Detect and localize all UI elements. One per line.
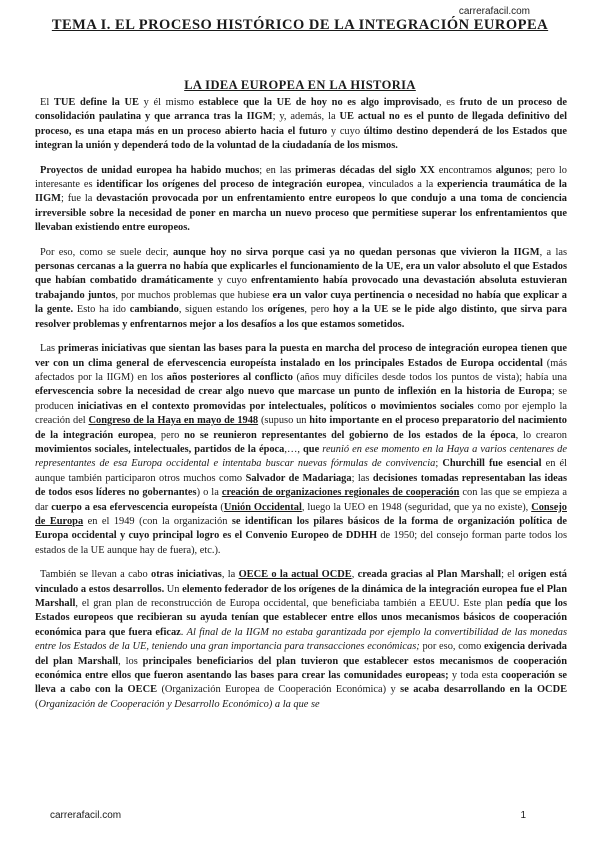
text-run: ) o la [196, 487, 222, 499]
text-run: , pero [153, 429, 185, 441]
text-run: hoy a la UE se le pide algo distinto, que sirva para resolver problemas y enfrentarnos mejor a los desafíos a los que estamos sometidos. [35, 304, 567, 330]
text-run: decisiones tomadas representaban las ideas de todos esos líderes no gobernantes [35, 472, 567, 499]
text-run: UE actual no es el punto de llegada definitivo del proceso, es una etapa más en un proceso abierto hacia el futuro [35, 111, 567, 137]
page-footer [50, 810, 550, 821]
text-run: de 1950; del consejo forman parte todos los estados de la UE aunque hay de fuera), etc.). [35, 530, 567, 556]
text-run: ; y, además, la [272, 111, 340, 123]
text-run: devastación provocada por un enfrentamiento entre europeos lo que condujo a una toma de conciencia irreversible sobre la necesidad de poner en marcha un nuevo proceso que permitiese superar los enfrentamientos que llevaban existiendo entre europeos. [35, 193, 567, 234]
text-run: por eso, como [419, 641, 485, 653]
text-run: experiencia traumática de la IIGM [35, 179, 567, 205]
text-run: fruto de un proceso de consolidación paulatina y que arranca tras la IIGM [35, 97, 567, 123]
text-run: Por eso, como se suele decir, [40, 246, 173, 258]
text-run: Un [164, 583, 183, 595]
text-run: También se llevan a cabo [40, 569, 152, 581]
text-run: principales beneficiarios del plan tuvieron que establecer estos mecanismos de cooperación económica entre ellos que fueron asentando las bases para crear las comunidades europeas; [35, 655, 568, 682]
text-run: en el 1949 (con la organización [83, 515, 232, 527]
text-run: cooperación se lleva a cabo con la OECE [35, 670, 567, 696]
text-run: se acaba desarrollando en la OCDE [400, 684, 567, 696]
text-run: creada gracias al Plan Marshall [357, 569, 502, 581]
text-run: iniciativas en el contexto promovidas por intelectuales, políticos o movimientos sociales [77, 400, 474, 412]
text-run: orígenes [267, 304, 305, 316]
text-run: primeras iniciativas que sientan las bases para la puesta en marcha del proceso de integración europea tienen que ver con un clima general de efervescencia europeísta instalado en los principales Estados de Europa occidental [35, 343, 567, 369]
text-run: creación de organizaciones regionales de cooperación [221, 487, 460, 499]
text-run: exigencia derivada del plan Marshall [35, 641, 568, 667]
text-run: y él mismo [138, 97, 199, 108]
text-run: , lo crearon [515, 429, 567, 441]
text-run: ; se producen [35, 386, 568, 412]
text-run: , vinculados a la [361, 179, 438, 191]
text-run: cambiando [129, 304, 179, 316]
text-run: , siguen estando los [178, 304, 268, 316]
footer-site: carrerafacil.com [50, 810, 122, 821]
text-run: Salvador de Madariaga [245, 472, 352, 484]
text-run: reunió en ese momento en la Haya a varios centenares de representantes de esa Europa occidental e intentaba buscar nuevas fórmulas de convivencia [35, 443, 567, 470]
text-run: ; las [351, 472, 373, 484]
text-run: ; el [501, 569, 519, 581]
text-run: algunos [495, 164, 530, 176]
text-run: en él aunque también participaron otros muchos como [35, 458, 567, 484]
text-run: Unión Occidental [223, 501, 302, 513]
text-run: enfrentamiento había provocado una devastación absoluta estuvieran trabajando juntos [35, 275, 567, 301]
text-run: personas cercanas a la guerra no había que explicarles el funcionamiento de la UE, era un valor absoluto el que Estados que habían combatido dramáticamente [35, 261, 567, 287]
text-run: , el gran plan de reconstrucción de Europa occidental, que beneficiaba también a EEUU. Este plan [75, 598, 507, 609]
text-run: El [40, 97, 54, 108]
section-title: LA IDEA EUROPEA EN LA HISTORIA [184, 78, 416, 92]
text-run: ; [435, 458, 443, 470]
text-run: OECE o la actual OCDE [238, 569, 352, 581]
text-run: ( [35, 698, 39, 710]
text-run: Esto ha ido [73, 304, 130, 316]
page-number: 1 [520, 810, 526, 821]
text-run: identificar los orígenes del proceso de integración europea [96, 179, 362, 191]
text-run: ,…, [284, 443, 304, 455]
text-run: establece que la UE de hoy no es algo improvisado [198, 97, 440, 108]
text-run: encontramos [434, 164, 496, 176]
text-run: otras iniciativas [151, 569, 222, 581]
text-run: ; fue la [60, 193, 97, 205]
text-run: último destino dependerá de los Estados que integran la unión y dependerá todo de la voluntad de la ciudadanía de los mismos. [35, 125, 567, 152]
text-run: Al final de la IIGM no estaba garantizada por ejemplo la convertibilidad de las monedas entre los Estados de la UE, teniendo una gran importancia para transacciones económicas; [35, 626, 567, 653]
text-run: (Organización Europea de Cooperación Económica) y [157, 684, 401, 696]
text-run: Churchill fue esencial [442, 458, 542, 470]
text-run: , luego la UEO en 1948 (seguridad, que ya no existe), [301, 501, 532, 513]
paragraph [35, 568, 567, 712]
text-run: Consejo de Europa [35, 501, 567, 527]
text-run: aunque hoy no sirva porque casi ya no quedan personas que vivieron la IIGM [172, 246, 540, 258]
text-run: y cuyo [327, 125, 364, 137]
text-run: efervescencia sobre la necesidad de crear algo nuevo que marcase un punto de inflexión en la historia de Europa [35, 386, 552, 398]
text-run: Organización de Cooperación y Desarrollo Económico) a la que se [38, 698, 320, 710]
text-run: , es [439, 97, 460, 108]
text-run: y toda esta [448, 670, 502, 682]
text-run: , la [221, 569, 239, 581]
text-run: como por ejemplo la creación del [35, 400, 567, 427]
text-run: Congreso de la Haya en mayo de 1948 [88, 415, 259, 427]
text-run: se identifican los pilares básicos de la forma de organización política de Europa occidental y cuyo principal logro es el Convenio Europeo de DDHH [35, 515, 568, 542]
text-run: (años muy difíciles desde todos los puntos de vista); había una [292, 371, 567, 383]
text-run: años posteriores al conflicto [166, 371, 293, 383]
text-run: hito importante en el proceso preparatorio del nacimiento de la integración europea [35, 415, 567, 441]
document-body [35, 96, 567, 712]
text-run: y cuyo [213, 275, 251, 287]
text-run: , [351, 569, 358, 581]
text-run: , por muchos problemas que hubiese [115, 289, 273, 301]
text-run: , a las [539, 246, 567, 258]
text-run: elemento federador de los orígenes de la dinámica de la integración europea fue el Plan Marshall [35, 583, 567, 609]
text-run: ( [217, 501, 224, 513]
text-run: origen está vinculado a estos desarrollos. [35, 569, 567, 595]
site-watermark-top: carrerafacil.com [458, 6, 530, 17]
text-run: no se reunieron representantes del gobierno de los estados de la época [184, 429, 516, 441]
text-run: (supuso un [258, 415, 310, 427]
text-run: . [180, 626, 187, 638]
text-run: Proyectos de unidad europea ha habido muchos [40, 164, 260, 176]
text-run: movimientos sociales, intelectuales, partidos de la época [35, 443, 285, 455]
text-run: que [303, 443, 320, 455]
text-run: , los [118, 655, 143, 667]
paragraph [35, 246, 567, 332]
paragraph [35, 164, 567, 236]
paragraph [35, 96, 567, 154]
page-title: TEMA I. EL PROCESO HISTÓRICO DE LA INTEGRACIÓN EUROPEA [51, 17, 549, 33]
text-run: primeras décadas del siglo XX [295, 164, 435, 176]
text-run: Las [40, 343, 59, 355]
text-run: (más afectados por la IIGM) en los [35, 357, 567, 383]
text-run: ; en las [259, 164, 296, 176]
text-run: pedía que los Estados europeos que recibieran su ayuda tenían que establecer entre ellos unos mecanismos básicos de cooperación económica para que fuera eficaz [35, 598, 567, 638]
text-run: , pero [304, 304, 334, 316]
text-run: ; pero lo interesante es [35, 164, 567, 191]
text-run: TUE define la UE [53, 97, 139, 108]
text-run: con las que se empieza a dar [35, 487, 567, 513]
paragraph [35, 342, 567, 558]
text-run: era un valor cuya pertinencia o necesidad no había que explicar a la gente. [35, 289, 567, 316]
text-run: cuerpo a esa efervescencia europeísta [51, 501, 218, 513]
